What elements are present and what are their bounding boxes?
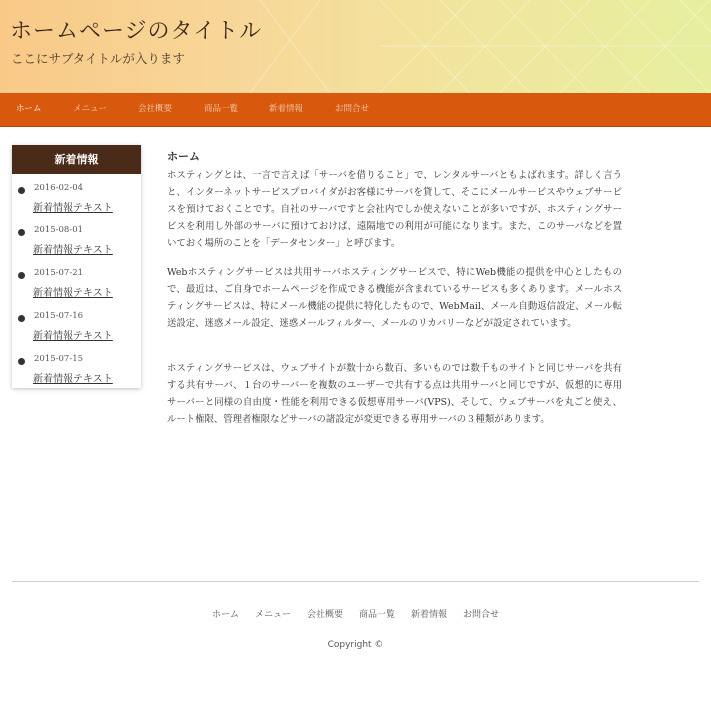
body-paragraph: Webホスティングサービスは共用サーバホスティングサービスで、特にWeb機能の提供を中心としたもので、最近は、ご自身でホームページを作成できる機能が含まれているサービスも多くあります。メールホスティングサービスは、特にメール機能の提供に特化したもので、WebMail、メール自動返信設定、メール転送設定、迷惑メール設定、迷惑メールフィルター、メールのリカバリーなどが設定されています。: [167, 267, 622, 329]
page-title: ホーム: [167, 150, 200, 163]
footer-link-products[interactable]: 商品一覧: [359, 610, 396, 620]
news-item: [12, 311, 141, 347]
news-link[interactable]: 新着情報テキスト: [33, 245, 113, 256]
news-date: 2015-07-16: [34, 311, 84, 321]
nav-item-products[interactable]: 商品一覧: [204, 104, 239, 114]
body-paragraph: ホスティングとは、一言で言えば「サーバを借りること」で、レンタルサーバともよばれます。詳しく言うと、インターネットサービスプロバイダがお客様にサーバを貸して、そこにメールサービスやウェブサービスを預けておくことです。自社のサーバですと会社内でしか使えないことが多いですが、ホスティングサービスを利用し外部のサーバに預けておけば、遠隔地での利用が可能になります。また、このサーバなどを置いておく場所のことを「データセンター」と呼びます。: [167, 170, 622, 249]
sidebar-heading: 新着情報: [12, 145, 141, 174]
footer-link-news[interactable]: 新着情報: [411, 610, 448, 620]
news-date: 2015-07-21: [34, 268, 84, 278]
site-title[interactable]: ホームページのタイトル: [10, 19, 263, 44]
footer-divider: [12, 581, 699, 582]
footer-link-menu[interactable]: メニュー: [254, 610, 291, 620]
site-header: [0, 0, 711, 93]
news-date: 2015-08-01: [34, 225, 84, 235]
global-nav: [0, 93, 711, 127]
news-item: [12, 354, 141, 390]
news-sidebar: [12, 145, 141, 388]
news-date: 2016-02-04: [34, 183, 84, 193]
bullet-icon: [18, 272, 25, 279]
footer-link-contact[interactable]: お問合せ: [463, 610, 500, 620]
site-subtitle: ここにサブタイトルが入ります: [11, 51, 185, 66]
nav-item-menu[interactable]: メニュー: [73, 104, 108, 114]
copyright: Copyright ©: [327, 640, 384, 650]
nav-item-contact[interactable]: お問合せ: [335, 104, 370, 114]
bullet-icon: [18, 187, 25, 194]
news-link[interactable]: 新着情報テキスト: [33, 374, 113, 385]
nav-item-news[interactable]: 新着情報: [269, 104, 304, 114]
nav-item-company[interactable]: 会社概要: [138, 104, 173, 114]
footer-nav: [0, 607, 711, 620]
footer-link-company[interactable]: 会社概要: [306, 610, 343, 620]
bullet-icon: [18, 315, 25, 322]
news-link[interactable]: 新着情報テキスト: [33, 203, 113, 214]
news-date: 2015-07-15: [34, 354, 84, 364]
body-paragraph: ホスティングサービスは、ウェブサイトが数十から数百、多いものでは数千ものサイトと同じサーバを共有する共有サーバ、１台のサーバーを複数のユーザーで共有する点は共用サーバと同じですが、仮想的に専用サーバーと同様の自由度・性能を利用できる仮想専用サーバ(VPS)、そして、ウェブサーバを丸ごと使え、ルート権限、管理者権限などサーバの諸設定が変更できる専用サーバの３種類があります。: [167, 363, 622, 425]
news-link[interactable]: 新着情報テキスト: [33, 331, 113, 342]
news-item: [12, 183, 141, 219]
bullet-icon: [18, 229, 25, 236]
news-link[interactable]: 新着情報テキスト: [33, 288, 113, 299]
news-item: [12, 225, 141, 261]
nav-item-home[interactable]: ホーム: [16, 104, 42, 114]
footer-link-home[interactable]: ホーム: [211, 610, 239, 620]
bullet-icon: [18, 358, 25, 365]
news-item: [12, 268, 141, 304]
